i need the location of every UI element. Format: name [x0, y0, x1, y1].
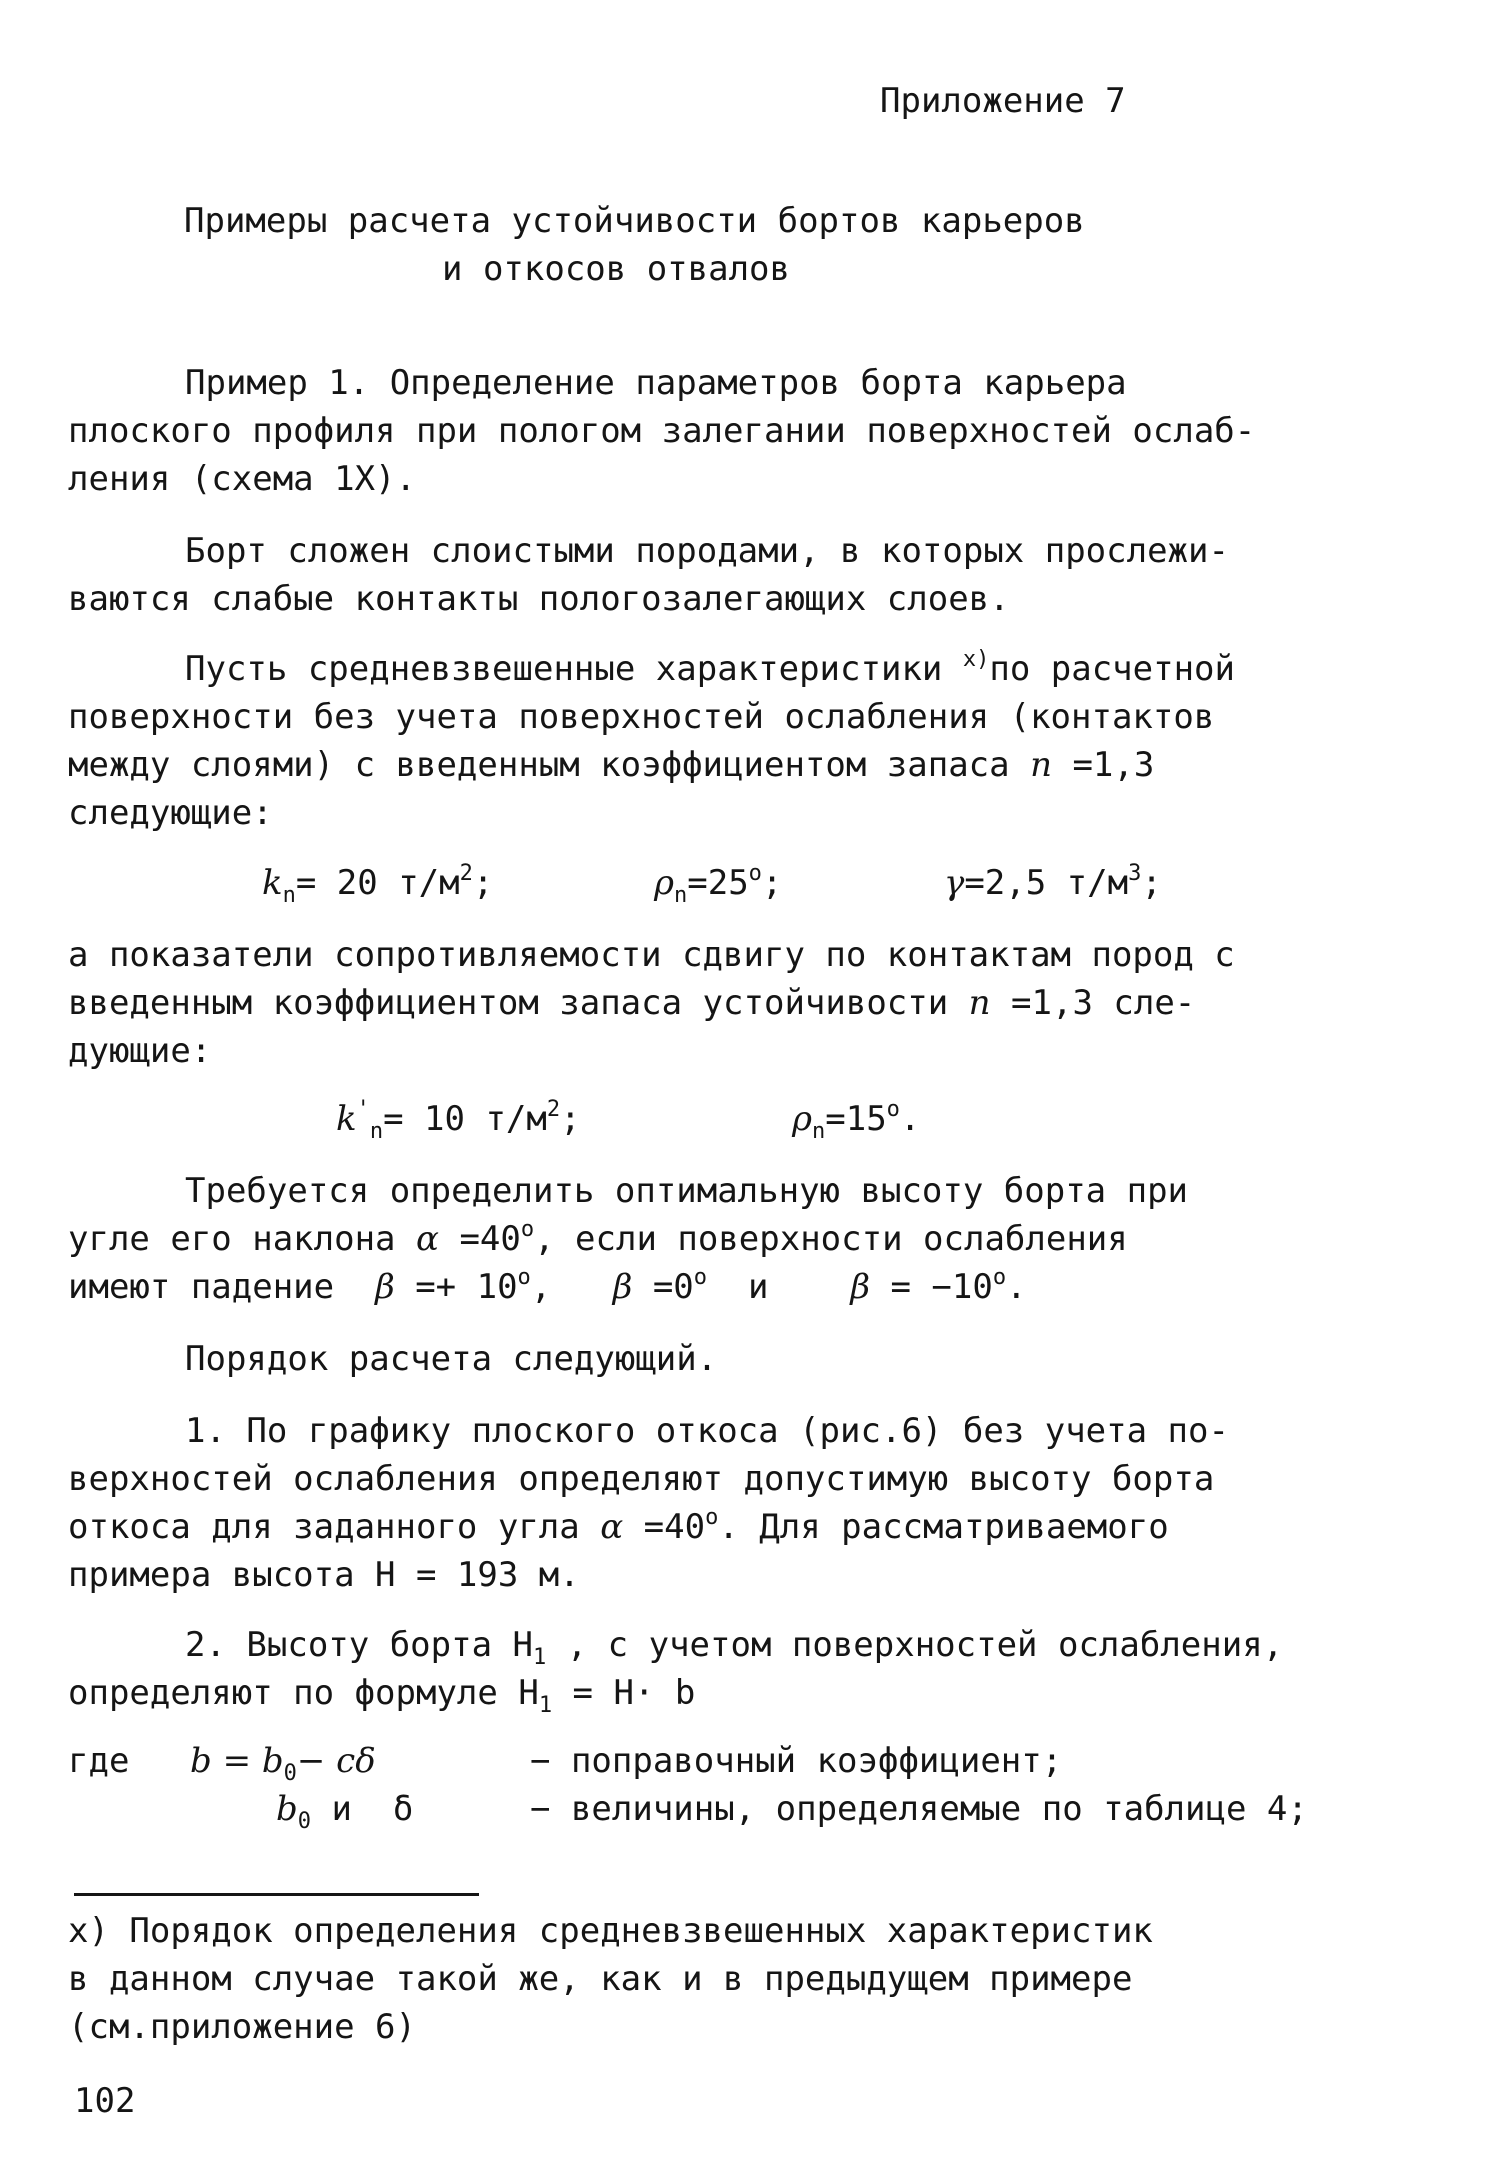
where-formula: $b = b_0- c\delta$ [190, 1741, 376, 1786]
page-number: 102 [74, 2081, 136, 2121]
where-desc-1: − поправочный коэффициент; [530, 1741, 1063, 1781]
step1-line-3: откоса для заданного угла $\alpha =40^o$. Для рассматриваемого [68, 1505, 1169, 1547]
average-line-4: следующие: [68, 793, 273, 833]
required-line-3: имеют падение $\beta =+ 10^o$, $\beta =0^o$ и $\beta = -10^o$. [68, 1265, 1027, 1307]
example1-line-1: Пример 1. Определение параметров борта карьера [185, 363, 1127, 403]
step1-line-4: примера высота H = 193 м. [68, 1555, 580, 1595]
footnote-line-3: (см.приложение 6) [68, 2007, 416, 2047]
average-line-2: поверхности без учета поверхностей ослабления (контактов [68, 697, 1215, 737]
average-line-3: между слоями) с введенным коэффициентом запаса n =1,3 [68, 745, 1155, 785]
step2-line-1: 2. Высоту борта $H_1$ , с учетом поверхностей ослабления, [185, 1625, 1284, 1670]
footnote-mark: x) [962, 647, 990, 672]
where-b0-delta: $b_0$ и δ [276, 1789, 414, 1834]
title-line-2: и откосов отвалов [442, 249, 790, 289]
footnote-line-1: x) Порядок определения средневзвешенных характеристик [68, 1911, 1153, 1951]
step2-line-2: определяют по формуле $H_1 = H\cdot b$ [68, 1673, 696, 1718]
n-symbol: n [968, 983, 991, 1023]
footnote-line-2: в данном случае такой же, как и в предыдущем примере [68, 1959, 1133, 1999]
board-line-2: ваются слабые контакты пологозалегающих слоев. [68, 579, 1010, 619]
board-line-1: Борт сложен слоистыми породами, в которых прослежи- [185, 531, 1229, 571]
average-line-1: Пусть средневзвешенные характеристики $^{x)}$по расчетной [185, 647, 1235, 689]
required-line-2: угле его наклона $\alpha =40^o$, если поверхности ослабления [68, 1217, 1128, 1259]
step1-line-1: 1. По графику плоского откоса (рис.6) без учета по- [185, 1411, 1229, 1451]
contacts-line-2: введенным коэффициентом запаса устойчивости n =1,3 сле- [68, 983, 1196, 1023]
appendix-label: Приложение 7 [880, 81, 1126, 121]
required-line-1: Требуется определить оптимальную высоту борта при [185, 1171, 1189, 1211]
where-desc-2: − величины, определяемые по таблице 4; [530, 1789, 1308, 1829]
example1-line-3: ления (схема 1X). [68, 459, 416, 499]
formula-rho: $\rho_n=25^o$; [654, 861, 783, 908]
title-line-1: Примеры расчета устойчивости бортов карьеров [184, 201, 1085, 241]
formula-gamma: γ=2,5 $т/м^3$; [944, 861, 1162, 903]
alpha-symbol: α [600, 1507, 624, 1547]
step1-line-2: верхностей ослабления определяют допустимую высоту борта [68, 1459, 1215, 1499]
formula-k-prime: $k'_n= 10$ $т/м^2$; [336, 1097, 581, 1144]
formula-rho-contact: $\rho_n=15^o$. [792, 1097, 921, 1144]
example1-line-2: плоского профиля при пологом залегании поверхностей ослаб- [68, 411, 1256, 451]
procedure-heading: Порядок расчета следующий. [185, 1339, 718, 1379]
formula-k: $k_n= 20$ $т/м^2$; [262, 861, 494, 908]
where-label: где [68, 1741, 130, 1781]
contacts-line-1: а показатели сопротивляемости сдвигу по контактам пород с [68, 935, 1235, 975]
footnote-divider [74, 1893, 479, 1896]
n-symbol: n [1030, 745, 1052, 785]
contacts-line-3: дующие: [68, 1031, 212, 1071]
alpha-symbol: α [416, 1219, 439, 1259]
